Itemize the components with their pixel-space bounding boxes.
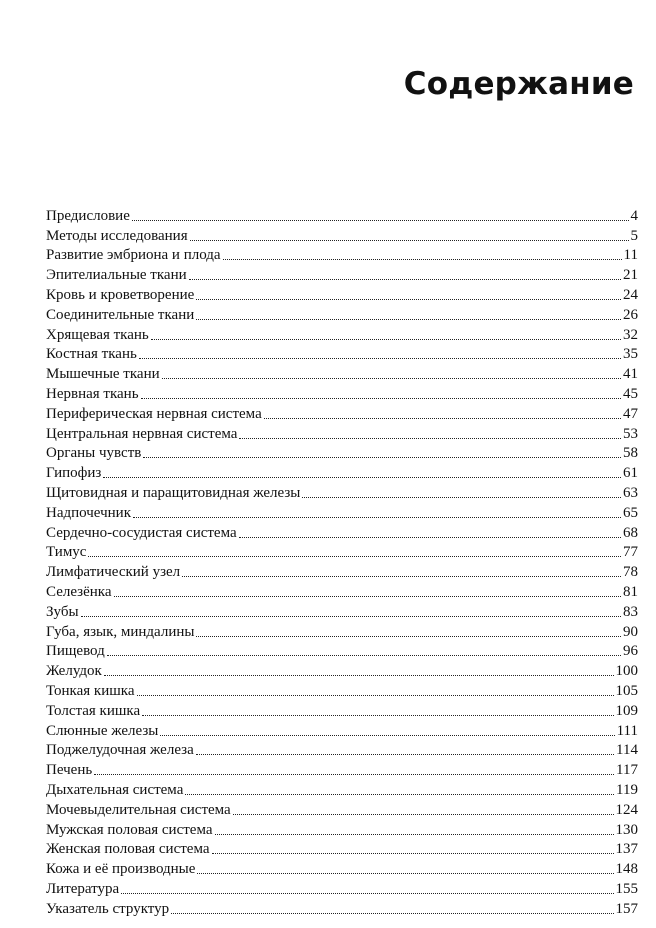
toc-entry-label: Мочевыделительная система [46, 801, 231, 818]
toc-entry-label: Органы чувств [46, 445, 142, 462]
toc-entry-page-number: 117 [616, 762, 638, 779]
toc-entry-page-number: 155 [615, 880, 638, 897]
toc-entry-page-number: 53 [623, 425, 638, 442]
toc-entry-label: Сердечно-сосудистая система [46, 524, 237, 541]
dot-leader [196, 319, 621, 320]
toc-entry[interactable] [46, 344, 638, 364]
toc-entry-page-number: 41 [623, 366, 638, 383]
toc-entry-page-number: 63 [623, 484, 638, 501]
toc-entry-label: Слюнные железы [46, 722, 159, 739]
toc-entry[interactable] [46, 680, 638, 700]
dot-leader [212, 853, 614, 854]
dot-leader [185, 794, 614, 795]
toc-entry-page-number: 32 [623, 326, 638, 343]
dot-leader [141, 398, 621, 399]
dot-leader [197, 873, 613, 874]
dot-leader [121, 893, 613, 894]
toc-entry[interactable] [46, 482, 638, 502]
dot-leader [132, 220, 629, 221]
toc-entry-page-number: 83 [623, 603, 638, 620]
toc-entry-label: Мужская половая система [46, 821, 213, 838]
toc-entry[interactable] [46, 205, 638, 225]
dot-leader [139, 358, 621, 359]
toc-entry-label: Костная ткань [46, 346, 137, 363]
toc-entry[interactable] [46, 522, 638, 542]
toc-entry-label: Периферическая нервная система [46, 405, 262, 422]
dot-leader [182, 576, 621, 577]
dot-leader [233, 814, 614, 815]
page-title: Содержание [403, 66, 634, 102]
toc-entry[interactable] [46, 839, 638, 859]
toc-entry[interactable] [46, 581, 638, 601]
toc-entry-page-number: 119 [616, 781, 638, 798]
table-of-contents [46, 205, 638, 918]
toc-entry[interactable] [46, 601, 638, 621]
toc-entry-page-number: 5 [630, 227, 638, 244]
toc-entry-label: Кровь и кроветворение [46, 286, 195, 303]
toc-entry-page-number: 26 [623, 306, 638, 323]
dot-leader [264, 418, 621, 419]
toc-entry-label: Печень [46, 762, 93, 779]
toc-entry-page-number: 65 [623, 504, 638, 521]
toc-entry[interactable] [46, 542, 638, 562]
toc-entry[interactable] [46, 759, 638, 779]
toc-entry-label: Зубы [46, 603, 79, 620]
toc-entry[interactable] [46, 324, 638, 344]
toc-entry-label: Дыхательная система [46, 781, 184, 798]
dot-leader [223, 259, 622, 260]
dot-leader [107, 655, 621, 656]
dot-leader [160, 735, 614, 736]
toc-entry-label: Мышечные ткани [46, 366, 160, 383]
toc-entry-label: Пищевод [46, 643, 105, 660]
dot-leader [215, 834, 614, 835]
dot-leader [137, 695, 614, 696]
dot-leader [239, 537, 621, 538]
toc-entry[interactable] [46, 383, 638, 403]
dot-leader [190, 240, 629, 241]
toc-entry[interactable] [46, 898, 638, 918]
dot-leader [162, 378, 621, 379]
toc-entry-label: Лимфатический узел [46, 564, 181, 581]
toc-entry[interactable] [46, 304, 638, 324]
dot-leader [94, 774, 614, 775]
toc-entry-label: Поджелудочная железа [46, 742, 194, 759]
dot-leader [103, 477, 621, 478]
toc-entry[interactable] [46, 225, 638, 245]
toc-entry-page-number: 105 [615, 682, 638, 699]
dot-leader [196, 636, 621, 637]
toc-entry[interactable] [46, 700, 638, 720]
dot-leader [302, 497, 621, 498]
toc-entry-label: Литература [46, 880, 120, 897]
toc-entry[interactable] [46, 561, 638, 581]
toc-entry-page-number: 137 [615, 841, 638, 858]
toc-entry-page-number: 114 [616, 742, 638, 759]
toc-entry-label: Хрящевая ткань [46, 326, 149, 343]
toc-entry[interactable] [46, 858, 638, 878]
toc-entry-page-number: 81 [623, 583, 638, 600]
toc-entry[interactable] [46, 443, 638, 463]
toc-entry-page-number: 130 [615, 821, 638, 838]
toc-entry-page-number: 109 [615, 702, 638, 719]
toc-entry-page-number: 61 [623, 465, 638, 482]
toc-entry[interactable] [46, 799, 638, 819]
toc-entry-page-number: 4 [630, 207, 638, 224]
dot-leader [133, 517, 621, 518]
toc-entry-label: Губа, язык, миндалины [46, 623, 195, 640]
toc-entry-page-number: 68 [623, 524, 638, 541]
toc-entry[interactable] [46, 779, 638, 799]
toc-entry-page-number: 157 [615, 900, 638, 917]
toc-entry-page-number: 77 [623, 544, 638, 561]
toc-entry[interactable] [46, 720, 638, 740]
toc-entry-page-number: 35 [623, 346, 638, 363]
toc-entry-label: Желудок [46, 663, 102, 680]
dot-leader [143, 457, 621, 458]
toc-entry[interactable] [46, 284, 638, 304]
toc-entry[interactable] [46, 819, 638, 839]
dot-leader [196, 754, 614, 755]
toc-entry-page-number: 111 [616, 722, 638, 739]
toc-entry-label: Предисловие [46, 207, 130, 224]
toc-entry-label: Тонкая кишка [46, 682, 135, 699]
toc-entry-page-number: 58 [623, 445, 638, 462]
toc-entry-label: Женская половая система [46, 841, 210, 858]
toc-entry-label: Тимус [46, 544, 87, 561]
toc-entry-label: Центральная нервная система [46, 425, 238, 442]
toc-entry-label: Нервная ткань [46, 385, 139, 402]
toc-entry[interactable] [46, 641, 638, 661]
dot-leader [81, 616, 621, 617]
dot-leader [142, 715, 613, 716]
dot-leader [189, 279, 621, 280]
toc-entry[interactable] [46, 462, 638, 482]
toc-entry-label: Гипофиз [46, 465, 102, 482]
dot-leader [151, 339, 621, 340]
toc-entry-page-number: 148 [615, 861, 638, 878]
dot-leader [88, 556, 621, 557]
toc-entry[interactable] [46, 621, 638, 641]
dot-leader [239, 438, 621, 439]
toc-entry-label: Развитие эмбриона и плода [46, 247, 221, 264]
dot-leader [171, 913, 613, 914]
dot-leader [114, 596, 621, 597]
toc-entry-label: Щитовидная и паращитовидная железы [46, 484, 301, 501]
toc-entry-label: Надпочечник [46, 504, 131, 521]
dot-leader [104, 675, 614, 676]
toc-entry-page-number: 124 [615, 801, 638, 818]
toc-entry-page-number: 21 [623, 267, 638, 284]
toc-entry-label: Селезёнка [46, 583, 112, 600]
toc-entry-label: Соединительные ткани [46, 306, 195, 323]
toc-entry-label: Кожа и её производные [46, 861, 196, 878]
toc-entry[interactable] [46, 502, 638, 522]
toc-entry-label: Эпителиальные ткани [46, 267, 187, 284]
toc-entry-label: Методы исследования [46, 227, 188, 244]
dot-leader [196, 299, 621, 300]
toc-entry[interactable] [46, 363, 638, 383]
toc-entry[interactable] [46, 403, 638, 423]
toc-entry[interactable] [46, 660, 638, 680]
toc-entry-page-number: 96 [623, 643, 638, 660]
toc-entry-page-number: 47 [623, 405, 638, 422]
toc-entry-label: Толстая кишка [46, 702, 141, 719]
toc-entry-page-number: 100 [615, 663, 638, 680]
toc-entry-label: Указатель структур [46, 900, 170, 917]
toc-entry-page-number: 11 [623, 247, 638, 264]
toc-entry[interactable] [46, 264, 638, 284]
toc-entry[interactable] [46, 878, 638, 898]
toc-entry[interactable] [46, 245, 638, 265]
toc-entry-page-number: 90 [623, 623, 638, 640]
toc-entry-page-number: 78 [623, 564, 638, 581]
toc-entry-page-number: 45 [623, 385, 638, 402]
toc-entry[interactable] [46, 740, 638, 760]
toc-entry-page-number: 24 [623, 286, 638, 303]
toc-entry[interactable] [46, 423, 638, 443]
